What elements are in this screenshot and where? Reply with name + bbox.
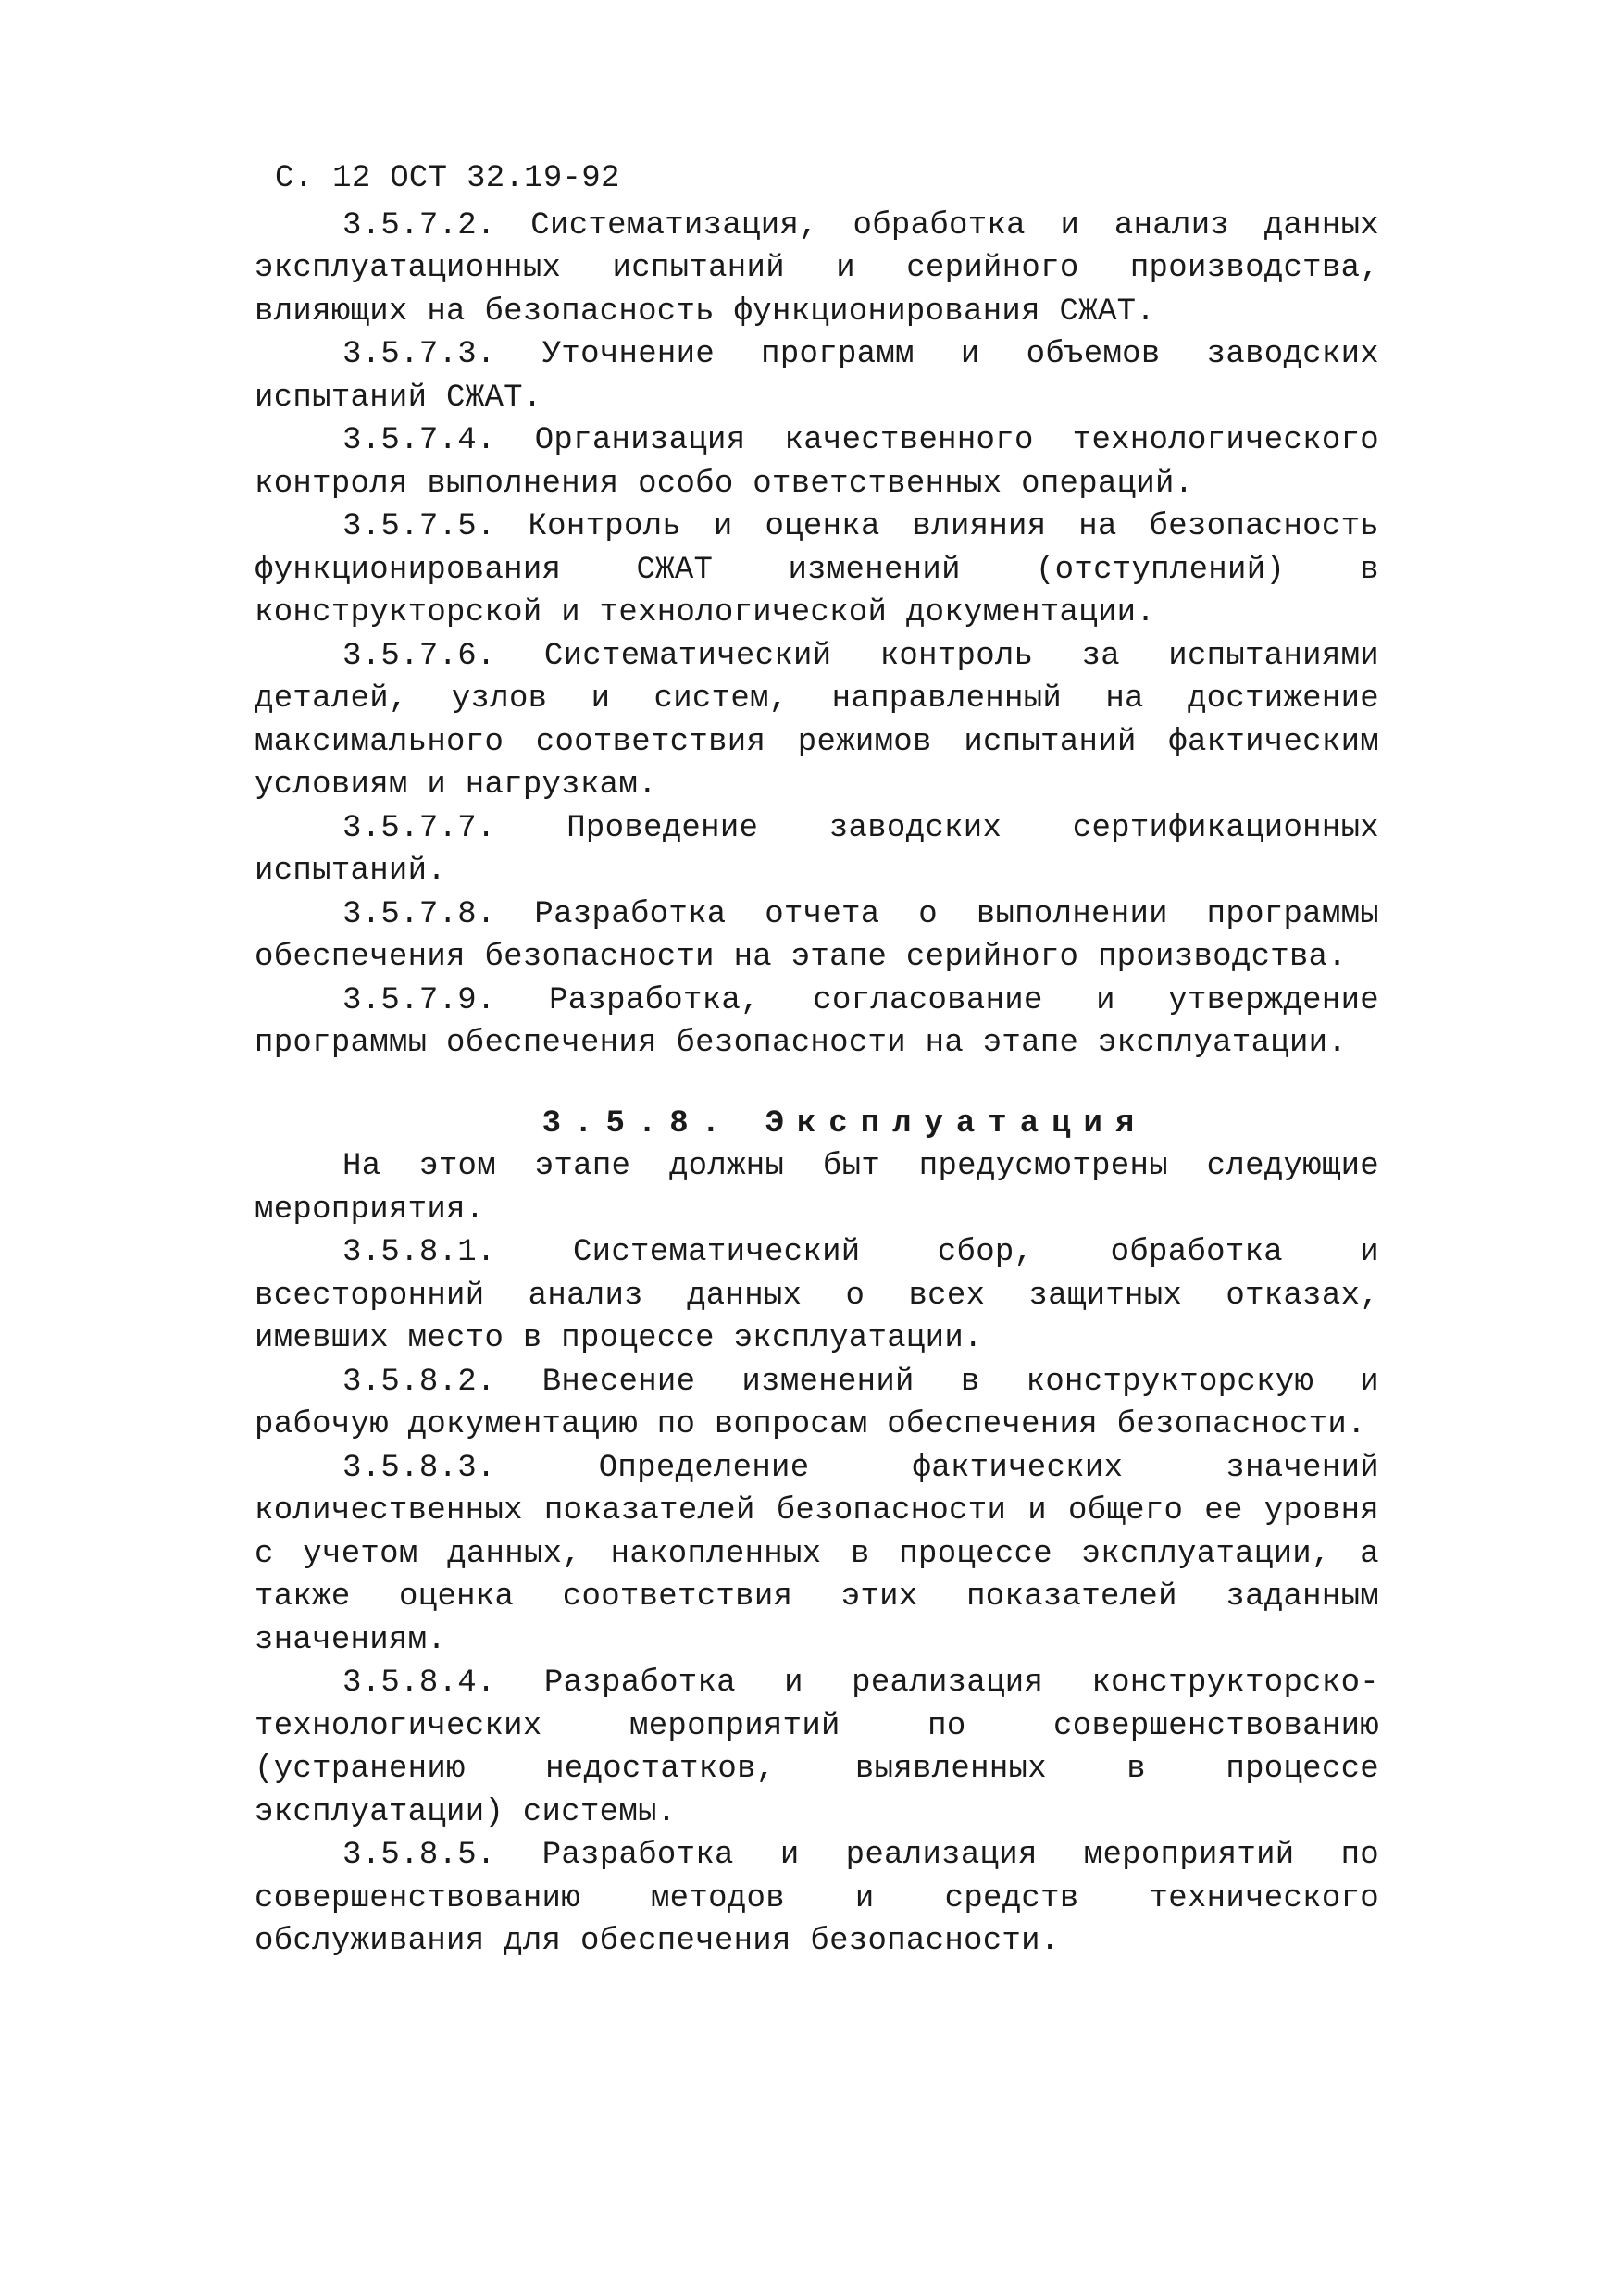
paragraph-3-5-8-3: 3.5.8.3. Определение фактических значений количественных показателей безопасности и общего ее уровня с учетом данных, накопленных в процессе эксплуатации, а также оценка соответствия этих показателей заданным значениям. <box>255 1450 1379 1658</box>
paragraph-3-5-8-1: 3.5.8.1. Систематический сбор, обработка и всесторонний анализ данных о всех защитных отказах, имевших место в процессе эксплуатации. <box>255 1235 1379 1356</box>
paragraph-3-5-8-5: 3.5.8.5. Разработка и реализация мероприятий по совершенствованию методов и средств технического обслуживания для обеспечения безопасности. <box>255 1838 1379 1959</box>
paragraph-3-5-7-5: 3.5.7.5. Контроль и оценка влияния на безопасность функционирования СЖАТ изменений (отступлений) в конструкторской и технологической документации. <box>255 509 1379 630</box>
paragraph-3-5-8-2: 3.5.8.2. Внесение изменений в конструкторскую и рабочую документацию по вопросам обеспечения безопасности. <box>255 1364 1379 1442</box>
paragraph-3-5-7-7: 3.5.7.7. Проведение заводских сертификационных испытаний. <box>255 810 1379 889</box>
paragraph-3-5-7-4: 3.5.7.4. Организация качественного технологического контроля выполнения особо ответственных операций. <box>255 423 1379 502</box>
paragraph-3-5-7-3: 3.5.7.3. Уточнение программ и объемов заводских испытаний СЖАТ. <box>255 337 1379 416</box>
paragraph-3-5-7-6: 3.5.7.6. Систематический контроль за испытаниями деталей, узлов и систем, направленный на достижение максимального соответствия режимов испытаний фактическим условиям и нагрузкам. <box>255 638 1379 803</box>
paragraph-3-5-7-8: 3.5.7.8. Разработка отчета о выполнении программы обеспечения безопасности на этапе серийного производства. <box>255 896 1379 975</box>
document-page <box>255 157 1379 1964</box>
paragraph-3-5-7-2: 3.5.7.2. Систематизация, обработка и анализ данных эксплуатационных испытаний и серийного производства, влияющих на безопасность функционирования СЖАТ. <box>255 207 1379 330</box>
section-title: 3.5.8. Эксплуатация <box>541 1105 1148 1142</box>
page-header: С. 12 ОСТ 32.19-92 <box>275 161 620 196</box>
paragraph-intro: На этом этапе должны быт предусмотрены следующие мероприятия. <box>255 1149 1379 1228</box>
paragraph-3-5-8-4: 3.5.8.4. Разработка и реализация конструкторско-технологических мероприятий по совершенствованию (устранению недостатков, выявленных в процессе эксплуатации) системы. <box>255 1666 1379 1830</box>
paragraph-3-5-7-9: 3.5.7.9. Разработка, согласование и утверждение программы обеспечения безопасности на этапе эксплуатации. <box>255 982 1379 1061</box>
